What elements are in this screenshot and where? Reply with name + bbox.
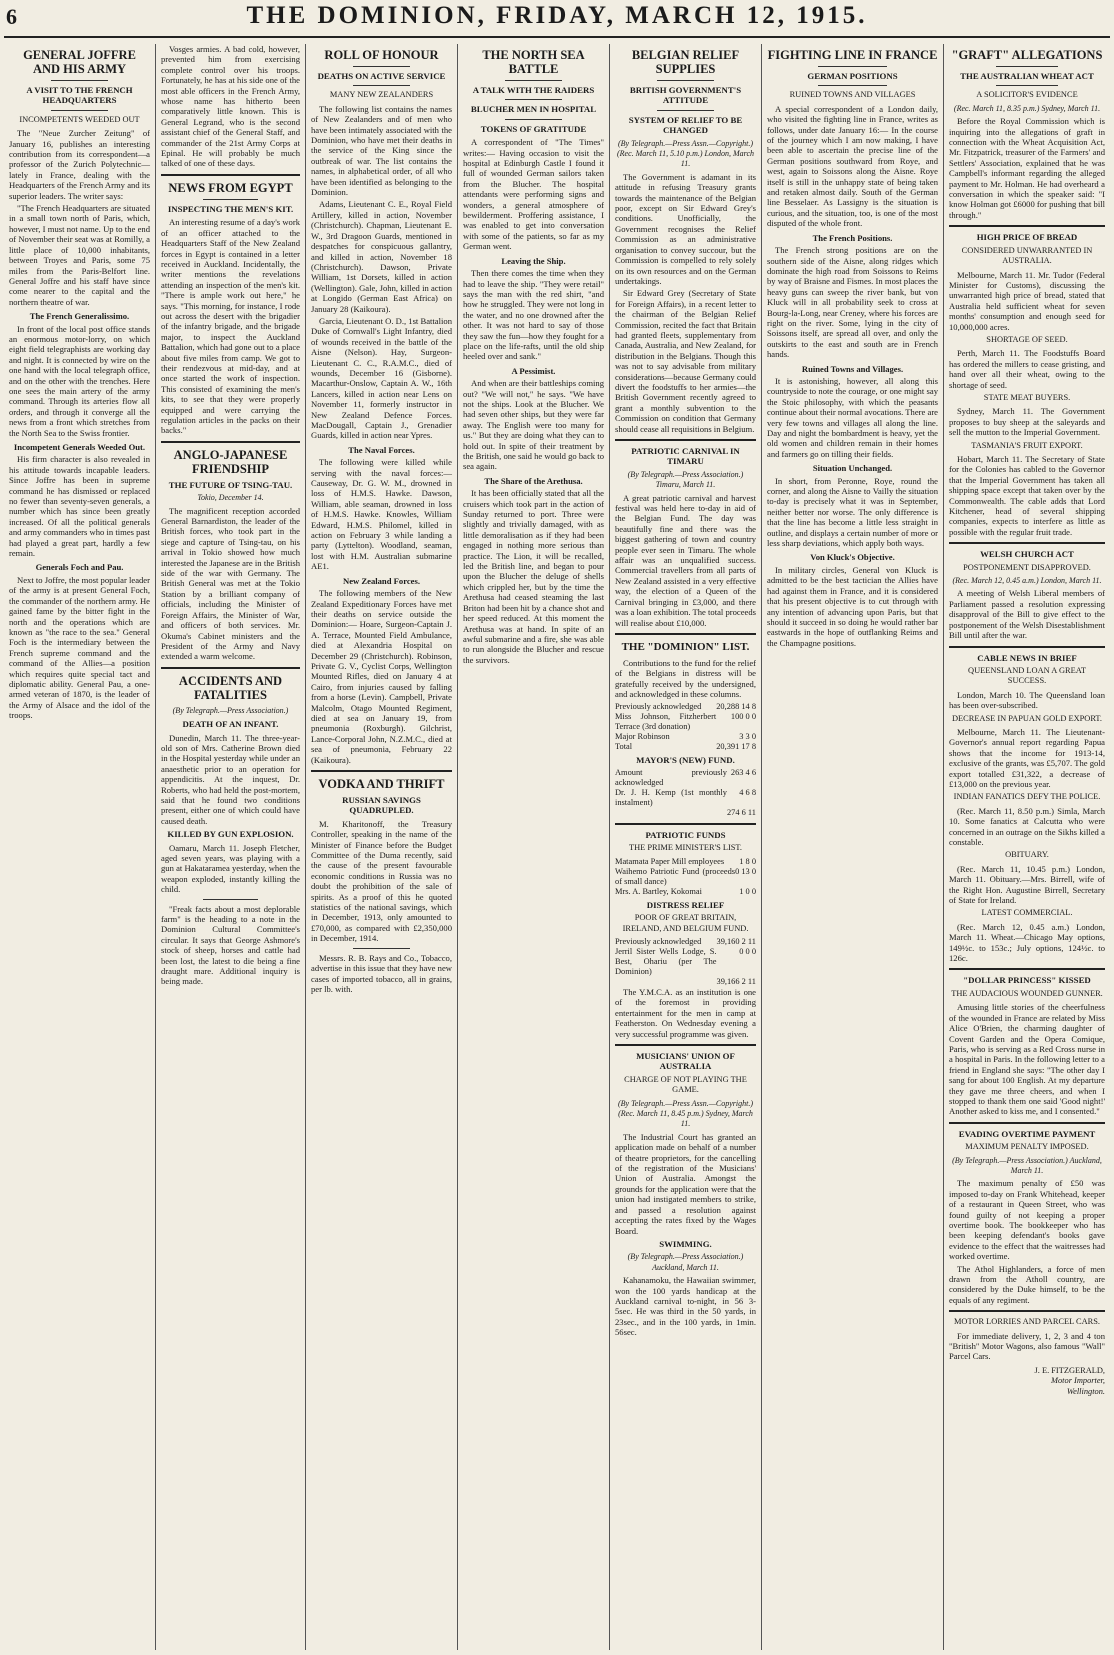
list-row bbox=[615, 937, 756, 947]
advert-signature-title: Motor Importer, bbox=[1051, 1376, 1105, 1386]
list-amount: 0 13 0 bbox=[735, 866, 756, 876]
article-text: His firm character is also revealed in his attitude towards incapable leaders. Since Joffre has been in supreme command he has dismissed or replaced no fewer than seventy-seven generals, a number which has since been greatly increased. Of all the political generals and army commanders who in times past had played a great part, hardly a few remain. bbox=[9, 454, 150, 559]
article-text: A great patriotic carnival and harvest festival was held here to-day in aid of the Belgian Fund. The day was beautifully fine and there was the biggest gathering of town and country people ever seen in Timaru. The whole affair was an unqualified success. Commercial travellers from all parts of New Zealand assisted in a very effective way, the election of a Queen of the Carnival bringing in £3,000, and there was a loan exhibition. The total proceeds will realise about £10,000. bbox=[615, 492, 756, 628]
article-text: In front of the local post office stands an enormous motor-lorry, on which eight field telegraphists are working day and night. It is connected by wire on the one hand with the local telegraph office, and on the other with the trenches. Here one sees the main artery of the army command. Through its arteries flow all orders, and through it converge all the news from a front which stretches from the North Sea to the Swiss frontier. bbox=[9, 323, 150, 438]
article-text: Adams, Lieutenant C. E., Royal Field Artillery, killed in action, November (Christchurch). Chapman, Lieutenant E. W., 3rd Dragoon Guards, mentioned in despatches for conspicuous gallantry, and killed in action, November 18 (Christchurch). Dawson, Private William, 1st Dorsets, killed in action (Wellington). Gale, John, killed in action at Longido (German East Africa) on January 28 (Kaikoura). bbox=[311, 199, 452, 314]
subhead-gun: KILLED BY GUN EXPLOSION. bbox=[167, 829, 294, 840]
divider bbox=[818, 85, 886, 86]
subhead-roll: DEATHS ON ACTIVE SERVICE bbox=[317, 71, 446, 81]
masthead bbox=[0, 0, 1114, 42]
subhead-indian: INDIAN FANATICS DEFY THE POLICE. bbox=[953, 792, 1101, 802]
article-text: Vosges armies. A bad cold, however, prevented him from exercising complete control over his troops. Fortunately, he has at his side one of the most able officers in the French Army, whose name has hitherto been comparatively little known. This is General Legrand, who is the second assistant chief of the General Staff, and commander of the 21st Army Corps at Epinal. He will probably be much talked of one of these days. bbox=[161, 44, 300, 169]
advert-text: For immediate delivery, 1, 2, 3 and 4 ton "British" Motor Wagons, also famous "Wall" Parcel Cars. bbox=[949, 1330, 1105, 1362]
list-amount: 39,160 2 11 bbox=[716, 936, 756, 946]
headline-belgian: BELGIAN RELIEF SUPPLIES bbox=[631, 48, 740, 76]
divider bbox=[949, 542, 1105, 544]
divider bbox=[161, 441, 300, 443]
list-name bbox=[615, 808, 727, 818]
list-name: Matamata Paper Mill employees bbox=[615, 856, 725, 866]
headline-distress: DISTRESS RELIEF bbox=[646, 899, 725, 910]
list-amount: 20,391 17 8 bbox=[716, 741, 756, 751]
list-amount: 274 6 11 bbox=[726, 807, 756, 817]
article-text: Kahanamoku, the Hawaiian swimmer, won the 100 yards handicap at the Auckland carnival to-night, in 56 3-5sec. He was third in the 50 yards, in 23sec., and in the 100 yards, in 1min. 56sec. bbox=[615, 1275, 756, 1338]
article-text: Sydney, March 11. The Government proposes to buy sheep at the saleyards and sell the mutton to the Imperial Government. bbox=[949, 406, 1105, 438]
list-name: Previously acknowledged bbox=[615, 936, 702, 946]
article-text: A meeting of Welsh Liberal members of Parliament passed a resolution expressing disapproval of the Bill to give effect to the postponement of the Welsh Disestablishment Bill until after the war. bbox=[949, 588, 1105, 641]
subhead-queensland: QUEENSLAND LOAN A GREAT SUCCESS. bbox=[968, 665, 1086, 686]
subhead-anglo: THE FUTURE OF TSING-TAU. bbox=[168, 479, 293, 490]
article-text: Oamaru, March 11. Joseph Fletcher, aged seven years, was playing with a gun at Hakataramea yesterday, when the weapon exploded, instantly killing the child. bbox=[161, 842, 300, 895]
byline: (By Telegraph.—Press Assn.—Copyright.) (Rec. March 11, 8.45 p.m.) Sydney, March 11. bbox=[617, 1098, 754, 1129]
subhead-fighting: GERMAN POSITIONS bbox=[807, 71, 898, 81]
list-name: Total bbox=[615, 741, 633, 751]
article-text: The Y.M.C.A. as an institution is one of the foremost in providing entertainment for the men in camp at Featherston. On Wednesday evening a very successful programme was given. bbox=[615, 986, 756, 1039]
section-subhead: A Pessimist. bbox=[511, 365, 556, 376]
article-text: Garcia, Lieutenant O. D., 1st Battalion Duke of Cornwall's Light Infantry, died of wounds received in the battle of the Aisne (Nelson). Hay, Surgeon-Lieutenant C. C., R.A.M.C., died of wounds, December 16 (Gisborne). Macarthur-Onslow, Captain A. W., 16th Lancers, killed in action near Lens on November 11, formerly instructor in New Zealand Defence Forces. MacDougall, Captain J., Grenadier Guards, killed in action near Ypres. bbox=[311, 315, 452, 441]
subhead-overtime: MAXIMUM PENALTY IMPOSED. bbox=[965, 1142, 1089, 1152]
article-text: Hobart, March 11. The Secretary of State for the Colonies has cabled to the Governor that the Imperial Government has taken all shipping space except that taken over by the Commonwealth. The cable adds that Lord Kitchener, head of several shipping companies, expects to interfere as little as possible with the regular fruit trade. bbox=[949, 454, 1105, 537]
subhead-seed: SHORTAGE OF SEED. bbox=[986, 334, 1068, 344]
article-text: The following list contains the names of New Zealanders and of men who have been intimately associated with the Dominion, who have met their deaths in the service of the King since the outbreak of war. The list contains the names, in alphabetical order, of all who have been identified as belonging to the Dominion. bbox=[311, 103, 452, 198]
list-amount: 0 0 0 bbox=[739, 946, 756, 956]
divider bbox=[657, 110, 713, 111]
article-text: Dunedin, March 11. The three-year-old son of Mrs. Catherine Brown died in the Hospital yesterday while under an anaesthetic prior to an operation for appendicitis. At the inquest, Dr. Roberts, who had held the post-mortem, said that he found two conditions present, either one of which could have caused death. bbox=[161, 732, 300, 826]
list-amount: 4 6 8 bbox=[739, 787, 756, 797]
subhead-infant: DEATH OF AN INFANT. bbox=[182, 719, 279, 730]
dominion-list-table bbox=[615, 702, 756, 752]
divider bbox=[949, 225, 1105, 227]
mayor-fund-table bbox=[615, 768, 756, 818]
subhead-musicians: CHARGE OF NOT PLAYING THE GAME. bbox=[624, 1074, 747, 1095]
article-text: It has been officially stated that all the cruisers which took part in the action of Sunday returned to port. Three were slightly and trivially damaged, with as little demoralisation as if they had been engaged in nothing more serious than practice. The Lion, it will be recalled, led the British line, and began to pour upon the Blucher the deluge of shells which crippled her, but by the time the Arethusa had ceased steaming the last Briton had been hit by a chance shot and her speed reduced. At this moment the Arethusa was at hand. In spite of an awful submarine and a fire, she was able to run alongside the Blucher and rescue the survivors. bbox=[463, 488, 604, 665]
article-text: Amusing little stories of the cheerfulness of the wounded in France are related by Miss Alice O'Brien, the charming daughter of Covent Garden and the Opera Comique, Paris, who is serving as a Red Cross nurse in a hospital in Paris. In the following letter to a friend in England she says: "The other day I sang for about 100 English. At my departure they gave me three cheers, and when I stopped to thank them one said 'Good night!' Another asked to kiss me, and I consented." bbox=[949, 1002, 1105, 1117]
dateline: Tokio, December 14. bbox=[197, 493, 264, 503]
article-text: The maximum penalty of £50 was imposed to-day on Frank Whitehead, keeper of a restaurant in Queen Street, who was found guilty of not keeping a proper overtime book. The bookkeeper who has been keeping defendant's books gave evidence to the effect that the waitresses had worked overtime. bbox=[949, 1178, 1105, 1262]
article-text: "Freak facts about a most deplorable farm" is the heading to a note in the Dominion Cultural Committee's circular. It says that George Ashmore's stock of sheep, horses and cattle had been lost, the latest to die being a fine draught mare. Additional inquiry is being made. bbox=[161, 903, 300, 987]
byline: (Rec. March 12, 0.45 a.m.) London, March 11. bbox=[952, 576, 1102, 586]
deck-graft: A SOLICITOR'S EVIDENCE bbox=[976, 90, 1078, 100]
article-text: M. Kharitonoff, the Treasury Controller, speaking in the name of the Minister of Finance before the Budget Committee of the Duma recently, said the cause of the present favourable economic conditions in Russia was no doubt the prohibition of the sale of spirits. As a proof of this he quoted statistics of the national savings, which in December, 1913, only amounted to £70,000, as compared with £2,350,000 in December, 1914. bbox=[311, 818, 452, 944]
section-subhead: Leaving the Ship. bbox=[501, 255, 566, 266]
patriotic-table bbox=[615, 857, 756, 897]
article-text: The Industrial Court has granted an application made on behalf of a number of theatre proprietors, for the cancelling of the registration of the Musicians' Union of Australia. Amongst the grounds for the application were that the union had instigated members to strike, and passed a resolution against accepting the rates fixed by the Wages Board. bbox=[615, 1131, 756, 1236]
article-text: Perth, March 11. The Foodstuffs Board has ordered the millers to cease gristing, and hand over all their wheat, owing to the shortage of seed. bbox=[949, 348, 1105, 390]
article-text: And when are their battleships coming out? "We will not," he says. "We have not the ships. Look at the Blucher. We had seven other ships, but they were far away. The English were too many for us." But they are doing what they can to hold out. In spite of their treatment by the British, one said he would go back to sea again. bbox=[463, 378, 604, 472]
article-text: The following were killed while serving with the naval forces:— Causeway, Dr. G. W. M., drowned in loss of H.M.S. Hawke. Dawson, William, able seaman, drowned in loss of H.M.S. Hawke. Knowles, William Edward, H.M.S. Philomel, killed in action on February 3 while landing a party (Lyttelton). Woodland, seaman, lost with H.M. Australian submarine AE1. bbox=[311, 457, 452, 572]
advert-signature-place: Wellington. bbox=[1066, 1386, 1105, 1396]
divider bbox=[949, 1122, 1105, 1124]
article-text: An interesting resume of a day's work of an officer attached to the Headquarters Staff of the New Zealand forces in Egypt is contained in a letter received in Auckland. Incidentally, the writer mentions the revelations attending an inspection of the men's kit. "There is ample work out here," he says. "This morning, for instance, I rode out across the desert with the brigadier of the infantry brigade, and the brigade major, to inspect the Auckland Battalion, which had gone out to a place about five miles from camp. We got to their rendezvous at mid-day, and at once started the work of inspection. This consisted of examining the men's kits, to see that they were properly equipped and were carrying the regulation articles in the packs on their backs." bbox=[161, 217, 300, 436]
headline-mayor-fund: MAYOR'S (NEW) FUND. bbox=[636, 754, 735, 765]
divider bbox=[51, 110, 107, 111]
column-6 bbox=[762, 44, 944, 1650]
headline-swimming: SWIMMING. bbox=[659, 1238, 712, 1249]
headline-anglo: ANGLO-JAPANESE FRIENDSHIP bbox=[173, 447, 288, 476]
article-text: The Government is adamant in its attitude in refusing Treasury grants towards the maintenance of the Belgian poor, except on Sir Edward Grey's conditions. Unofficially, the Government recognises the Relief Commission as an administrative organisation to convey succour, but the Commission is compelled to rely solely on its own resources and on the German undertakings. bbox=[615, 171, 756, 286]
section-subhead: New Zealand Forces. bbox=[343, 575, 420, 586]
subhead-papuan: DECREASE IN PAPUAN GOLD EXPORT. bbox=[951, 713, 1103, 723]
subhead-graft: THE AUSTRALIAN WHEAT ACT bbox=[960, 71, 1094, 81]
article-text: A special correspondent of a London daily, who visited the fighting line in France, writes as follows, under date January 16:— In the course of the journey which I am now making, I have been able to ascertain the precise line of the German positions southward from Roye, and west, again to Soissons along the Aisne. Roye itself is still in the unhappy state of being taken and retaken almost daily. South of the German line Besselaer. As Lassigny is the situation is curious, and the situation, too, is one of the most disputed of the whole front. bbox=[767, 103, 938, 229]
divider bbox=[996, 85, 1058, 86]
headline-dollar: "DOLLAR PRINCESS" KISSED bbox=[963, 975, 1091, 986]
article-text: Sir Edward Grey (Secretary of State for Foreign Affairs), in a recent letter to the chairman of the Belgian Relief Commission, recited the fact that Britain had granted fleets, supplementary from Canada, Australia, and New Zealand, for distribution in the Belgians. Though this was not to say advisable from military considerations—because Germany could divert the foodstuffs to her armies—the British Government recently agreed to grant a monthly subvention to the Commission on condition that Germany should cease all requisitions in Belgium. bbox=[615, 288, 756, 434]
column-7 bbox=[944, 44, 1110, 1650]
list-row bbox=[615, 788, 756, 808]
section-subhead: The French Generalissimo. bbox=[29, 311, 130, 322]
subhead-distress: POOR OF GREAT BRITAIN, IRELAND, AND BELGIUM FUND. bbox=[622, 913, 749, 933]
byline: (By Telegraph.—Press Association.) Auckland, March 11. bbox=[627, 1252, 744, 1272]
divider bbox=[949, 968, 1105, 970]
divider bbox=[657, 80, 713, 81]
subhead-meat: STATE MEAT BUYERS. bbox=[983, 392, 1071, 402]
subhead-belgian: BRITISH GOVERNMENT'S ATTITUDE bbox=[629, 85, 742, 106]
article-text: A correspondent of "The Times" writes:— Having occasion to visit the hospital at Edinburgh Castle I found it full of wounded German sailors taken from the Blucher. The hospital attendants were performing signs and wonders, a general atmosphere of bewilderment. Proffering assistance, I was enabled to get into conversation with some of the patients, so far as my German went. bbox=[463, 137, 604, 252]
subhead-welsh: POSTPONEMENT DISAPPROVED. bbox=[963, 562, 1091, 572]
subhead-egypt: INSPECTING THE MEN'S KIT. bbox=[167, 203, 294, 214]
headline-northsea: THE NORTH SEA BATTLE bbox=[482, 48, 585, 76]
list-name: Major Robinson bbox=[615, 731, 670, 741]
list-row bbox=[615, 867, 756, 887]
column-3 bbox=[306, 44, 458, 1650]
deck-northsea: BLUCHER MEN IN HOSPITAL bbox=[470, 104, 597, 115]
list-row bbox=[615, 712, 756, 732]
section-subhead: Incompetent Generals Weeded Out. bbox=[13, 442, 146, 452]
subhead-northsea: A TALK WITH THE RAIDERS bbox=[472, 85, 595, 95]
headline-accidents: ACCIDENTS AND FATALITIES bbox=[178, 673, 283, 702]
article-text: London, March 10. The Queensland loan has been over-subscribed. bbox=[949, 689, 1105, 711]
divider bbox=[505, 119, 561, 120]
column-1 bbox=[4, 44, 156, 1650]
column-4 bbox=[458, 44, 610, 1650]
divider bbox=[949, 646, 1105, 648]
divider bbox=[818, 66, 886, 67]
column-5 bbox=[610, 44, 762, 1650]
list-amount: 20,288 14 8 bbox=[716, 701, 756, 711]
divider bbox=[615, 1044, 756, 1046]
subhead-patriotic: THE PRIME MINISTER'S LIST. bbox=[628, 843, 743, 853]
article-text: Then there comes the time when they had to leave the ship. "They were retail" says the man with the red shirt, "and how he struggled. They were not long in the water, and no one drowned after the other. It was not hard to say of those they saw the fun—how they fought for a place on the life-rafts, until the old ship heeled over and sank." bbox=[463, 268, 604, 362]
headline-musicians: MUSICIANS' UNION OF AUSTRALIA bbox=[636, 1051, 735, 1072]
headline-graft: "GRAFT" ALLEGATIONS bbox=[951, 48, 1103, 62]
article-text: Next to Joffre, the most popular leader of the army is at present General Foch, the commander of the northern army. He gained fame by the bitter fight in the north and the operations which are known as "the race to the sea." General Foch is the intermediary between the French supreme command and the command of the Allies—a position which requires quite special tact and diplomatic ability. General Pau, a one-armed veteran of 1870, is the leader of the Army of Alsace and the idol of the troops. bbox=[9, 574, 150, 721]
subhead-dollar: THE AUDACIOUS WOUNDED GUNNER. bbox=[951, 988, 1103, 998]
subhead-latest: LATEST COMMERCIAL. bbox=[981, 908, 1073, 918]
article-text: Melbourne, March 11. Mr. Tudor (Federal Minister for Customs), discussing the unwarranted high price of bread, stated that Australia held sufficient wheat for seven months' consumption and enough seed for 10,000,000 acres. bbox=[949, 269, 1105, 332]
divider bbox=[161, 174, 300, 176]
article-text: The Athol Highlanders, a force of men drawn from the Atholl country, are considered by the Duke himself, to be the equals of any regiment. bbox=[949, 1263, 1105, 1305]
headline-cable: CABLE NEWS IN BRIEF bbox=[977, 652, 1077, 663]
headline-patriotic: PATRIOTIC FUNDS bbox=[645, 829, 726, 840]
byline: (Rec. March 11, 8.35 p.m.) Sydney, March 11. bbox=[953, 103, 1101, 113]
article-text: In short, from Peronne, Roye, round the corner, and along the Aisne to Vailly the situation to-day is precisely what it was in September, neither better nor worse. The only difference is that the line has become a little less straight in outline, and displays a certain number of more or less sharp deviations, which apply both ways. bbox=[767, 475, 938, 549]
divider bbox=[996, 66, 1058, 67]
list-amount: 39,166 2 11 bbox=[716, 976, 756, 986]
subhead-bread: CONSIDERED UNWARRANTED IN AUSTRALIA. bbox=[961, 245, 1093, 266]
section-subhead: Ruined Towns and Villages. bbox=[801, 363, 904, 374]
headline-bread: HIGH PRICE OF BREAD bbox=[976, 232, 1078, 243]
divider bbox=[949, 1310, 1105, 1312]
list-amount: 263 4 6 bbox=[730, 767, 756, 777]
distress-table bbox=[615, 937, 756, 987]
list-row bbox=[615, 977, 756, 987]
headline-joffre: GENERAL JOFFRE AND HIS ARMY bbox=[23, 48, 136, 76]
divider bbox=[353, 85, 409, 86]
list-row bbox=[615, 857, 756, 867]
headline-roll: ROLL OF HONOUR bbox=[324, 48, 439, 62]
list-row bbox=[615, 768, 756, 788]
subhead-joffre: A VISIT TO THE FRENCH HEADQUARTERS bbox=[26, 85, 133, 106]
list-name: Dr. J. H. Kemp (1st monthly instalment) bbox=[615, 787, 727, 807]
list-name: Amount previously acknowledged bbox=[615, 767, 727, 787]
headline-timaru: PATRIOTIC CARNIVAL IN TIMARU bbox=[631, 446, 740, 467]
columns bbox=[4, 44, 1110, 1650]
article-text: Melbourne, March 11. The Lieutenant-Governor's annual report regarding Papua shows that the income for 1913-14, exclusive of the grants, was £5,707. The gold export totalled £31,322, a decrease of £13,000 on the previous year. bbox=[949, 726, 1105, 789]
byline: (By Telegraph.—Press Association.) bbox=[172, 705, 289, 715]
deck2-northsea: TOKENS OF GRATITUDE bbox=[480, 123, 587, 134]
article-text: The magnificent reception accorded General Barnardiston, the leader of the British forces, who took part in the siege and capture of Tsing-tau, on his arrival in Tokio showed how much interested the Japanese are in the British side of the war with Germany. The British General was met at the Tokio Station by a brilliant company of officials, including the Minister of Foreign Affairs, the Minister of War, and officers of both services. Mr. Okuma's Cabinet ministers and the President of the Army and Navy extended a warm welcome. bbox=[161, 505, 300, 662]
list-amount: 1 8 0 bbox=[739, 856, 756, 866]
subhead-tasmania: TASMANIA'S FRUIT EXPORT. bbox=[971, 440, 1083, 450]
column-2 bbox=[156, 44, 306, 1650]
headline-vodka: VODKA AND THRIFT bbox=[318, 777, 445, 791]
byline: (By Telegraph.—Press Assn.—Copyright.) (Rec. March 11, 5.10 p.m.) London, March 11. bbox=[616, 138, 754, 169]
deck-belgian: SYSTEM OF RELIEF TO BE CHANGED bbox=[628, 114, 743, 136]
article-text: (Rec. March 12, 0.45 a.m.) London, March 11. Wheat.—Chicago May options, 149½c. to 153c.; July options, 124½c. to 126c. bbox=[949, 921, 1105, 964]
section-subhead: Situation Unchanged. bbox=[812, 463, 893, 474]
article-text: Before the Royal Commission which is inquiring into the allegations of graft in connection with the Wheat Acquisition Act, Mr. Fitzpatrick, treasurer of the Farmers' and Settlers' Association, explained that he was Campbell's informant regarding the alleged payment to Mr. Holman. He had overheard a conversation in which the speaker said: "I know Holman got £6000 for pushing that bill through." bbox=[949, 116, 1105, 220]
list-name: Waihemo Patriotic Fund (proceeds of small dance) bbox=[615, 866, 736, 886]
newspaper-title: THE DOMINION, FRIDAY, MARCH 12, 1915. bbox=[246, 2, 868, 29]
subhead-vodka: RUSSIAN SAVINGS QUADRUPLED. bbox=[342, 795, 421, 816]
divider bbox=[353, 66, 409, 67]
headline-dominion-list: THE "DOMINION" LIST. bbox=[621, 640, 750, 653]
section-subhead: The French Positions. bbox=[812, 232, 893, 243]
divider bbox=[161, 667, 300, 669]
headline-overtime: EVADING OVERTIME PAYMENT bbox=[958, 1128, 1096, 1139]
list-name: Miss Johnson, Fitzherbert Terrace (3rd donation) bbox=[615, 711, 717, 731]
list-row bbox=[615, 702, 756, 712]
divider bbox=[505, 99, 561, 100]
section-subhead: Von Kluck's Objective. bbox=[810, 552, 895, 563]
divider bbox=[615, 439, 756, 441]
headline-egypt: NEWS FROM EGYPT bbox=[168, 180, 293, 195]
list-row bbox=[615, 947, 756, 977]
article-text: Contributions to the fund for the relief of the Belgians in distress will be gratefully received by the undersigned, and acknowledged in these columns. bbox=[615, 657, 756, 700]
section-subhead: The Share of the Arethusa. bbox=[484, 475, 583, 486]
section-subhead: The Naval Forces. bbox=[348, 444, 415, 455]
article-text: The "Neue Zurcher Zeitung" of January 16, publishes an interesting contribution from its correspondent—a professor of the Zurich Polytechnic—lately in France, dealing with the Headquarters of the French Army and its superior leaders. The writer says: bbox=[9, 128, 150, 201]
divider bbox=[203, 199, 259, 200]
deck-joffre: INCOMPETENTS WEEDED OUT bbox=[19, 114, 140, 124]
section-subhead: Generals Foch and Pau. bbox=[35, 562, 124, 573]
list-name: Jerril Sister Wells Lodge, S. Best, Ohariu (per The Dominion) bbox=[615, 946, 717, 976]
divider bbox=[311, 770, 452, 772]
list-amount: 1 0 0 bbox=[739, 886, 756, 896]
divider bbox=[505, 80, 561, 81]
advert-heading: MOTOR LORRIES AND PARCEL CARS. bbox=[953, 1317, 1101, 1327]
article-text: Messrs. R. B. Rays and Co., Tobacco, advertise in this issue that they have new cases of imported tobacco, all in grains, per lb. with. bbox=[311, 952, 452, 994]
article-text: (Rec. March 11, 8.50 p.m.) Simla, March 10. Some fanatics at Calcutta who were concerned in an outrage on the Sikhs killed a constable. bbox=[949, 805, 1105, 847]
list-row bbox=[615, 732, 756, 742]
list-row bbox=[615, 887, 756, 897]
headline-welsh: WELSH CHURCH ACT bbox=[980, 549, 1074, 560]
byline: (By Telegraph.—Press Association.) Auckland, March 11. bbox=[952, 1155, 1102, 1175]
list-name bbox=[615, 977, 717, 987]
deck-fighting: RUINED TOWNS AND VILLAGES bbox=[789, 90, 916, 100]
headline-fighting: FIGHTING LINE IN FRANCE bbox=[767, 48, 938, 62]
article-text: The following members of the New Zealand Expeditionary Forces have met their deaths on service outside the Dominion:— Hoare, Surgeon-Captain J. A. Terrace, Mounted Field Ambulance, died at Alexandria Hospital on December 29 (Christchurch). Robinson, Private G. V., Cyclist Corps, Wellington Mounted Rifles, died on January 4 at Cairo, from injuries caused by falling from a horse (Levin). Campbell, Private Malcolm, Otago Mounted Regiment, died at sea on January 19, from pneumonia (Roxburgh). Gilchrist, Lance-Corporal John, N.Z.M.C., died at sea of pneumonia, February 22 (Kaikoura). bbox=[311, 588, 452, 765]
page-number: 6 bbox=[6, 4, 17, 29]
subhead-obituary: OBITUARY. bbox=[1005, 850, 1049, 860]
deck-roll: MANY NEW ZEALANDERS bbox=[329, 90, 434, 100]
list-name: Mrs. A. Bartley, Kokomai bbox=[615, 886, 702, 896]
divider bbox=[615, 633, 756, 635]
advert-signature: J. E. FITZGERALD, bbox=[1034, 1365, 1105, 1375]
list-amount: 3 3 0 bbox=[739, 731, 756, 741]
divider bbox=[51, 80, 107, 81]
divider bbox=[615, 823, 756, 825]
article-text: (Rec. March 11, 10.45 p.m.) London, March 11. Obituary.—Mrs. Birrell, wife of the Right Hon. Augustine Birrell, Secretary of State for Ireland. bbox=[949, 863, 1105, 906]
divider bbox=[203, 899, 259, 900]
list-amount: 100 0 0 bbox=[730, 711, 756, 721]
list-row bbox=[615, 808, 756, 818]
divider bbox=[353, 948, 409, 949]
article-text: In military circles, General von Kluck is admitted to be the best tactician the Allies have had against them in France, and it is considered that his present objective is to cut through with any intention of advancing upon Paris, but that should it succeed in so doing he would rather bar eastwards in the hope of outflanking Reims and the Champagne positions. bbox=[767, 564, 938, 648]
article-text: The French strong positions are on the southern side of the Aisne, along ridges which dominate the high road from Soissons to Reims by way of Braisne and Fismes. In most places the heavy guns can sweep the river bank, but von Kluck will in all probability seek to cross at Bourg-la-Long, near Creney, where his forces are right on the river. Some, lying in the city of Soissons itself, are spread all over, and only the outskirts to the east and south are in French hands. bbox=[767, 245, 938, 360]
byline: (By Telegraph.—Press Association.) Timaru, March 11. bbox=[627, 469, 744, 490]
list-name: Previously acknowledged bbox=[615, 701, 702, 711]
article-text: "The French Headquarters are situated in a small town north of Paris, which, however, I must not name. Up to the end of November their seat was at Romilly, a little place of 10,000 inhabitants, between Troyes and Paris, some 75 miles from the Paris-Belfort line. General Joffre and his staff have since come nearer to the capital and the northern theatre of war. bbox=[9, 203, 150, 307]
masthead-rule bbox=[4, 36, 1110, 38]
list-row bbox=[615, 742, 756, 752]
article-text: It is astonishing, however, all along this countryside to note the courage, or one might say the Stoic philosophy, with which the peasants continue about their normal avocations. There are very few towns and villages all along the line. Day and night the bombardment is heavy, yet the old women and children remain in their homes and farmers go on tilling their fields. bbox=[767, 375, 938, 459]
